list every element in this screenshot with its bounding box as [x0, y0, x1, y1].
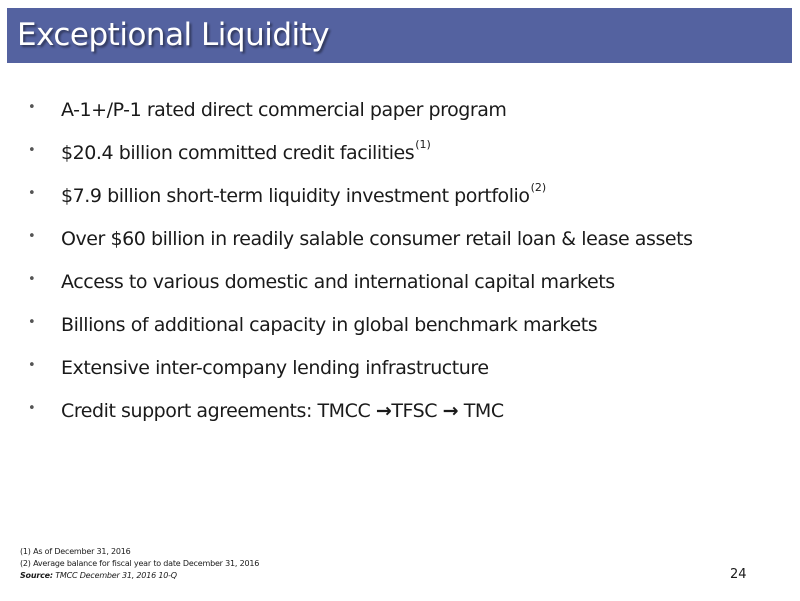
- footnote-ref: (2): [530, 181, 547, 194]
- slide-title: Exceptional Liquidity: [17, 17, 330, 53]
- source-text: TMCC December 31, 2016 10-Q: [52, 571, 177, 580]
- bullet-marker: •: [28, 315, 36, 330]
- bullet-marker: •: [28, 100, 36, 115]
- bullet-marker: •: [28, 143, 36, 158]
- bullet-text: A-1+/P-1 rated direct commercial paper program: [61, 99, 507, 121]
- bullet-text: Access to various domestic and international capital markets: [61, 271, 615, 293]
- bullet-text: Extensive inter-company lending infrastructure: [61, 357, 489, 379]
- bullet-text: $7.9 billion short-term liquidity investment portfolio$^{(2)}$: [61, 181, 547, 207]
- bullet-marker: •: [28, 272, 36, 287]
- bullet-text: Over $60 billion in readily salable consumer retail loan & lease assets: [61, 228, 693, 250]
- bullet-marker: •: [28, 358, 36, 373]
- right-arrow-icon: →: [442, 400, 459, 422]
- bullet-marker: •: [28, 186, 36, 201]
- page-number: 24: [730, 567, 747, 582]
- bullet-marker: •: [28, 229, 36, 244]
- source-label: Source:: [20, 571, 53, 580]
- bullet-text: $20.4 billion committed credit facilities$^{(1)}$: [61, 138, 431, 164]
- footnotes: [20, 546, 259, 582]
- footnote-1: (1) As of December 31, 2016: [20, 547, 131, 556]
- bullet-marker: •: [28, 401, 36, 416]
- footnote-2: (2) Average balance for fiscal year to date December 31, 2016: [20, 559, 260, 568]
- footnote-ref: (1): [415, 138, 431, 151]
- right-arrow-icon: →: [375, 400, 392, 422]
- source-line: [20, 570, 259, 582]
- bullet-text: Credit support agreements: TMCC →TFSC → TMC: [61, 400, 504, 422]
- bullet-text: Billions of additional capacity in global benchmark markets: [61, 314, 598, 336]
- title-bar: [7, 8, 792, 63]
